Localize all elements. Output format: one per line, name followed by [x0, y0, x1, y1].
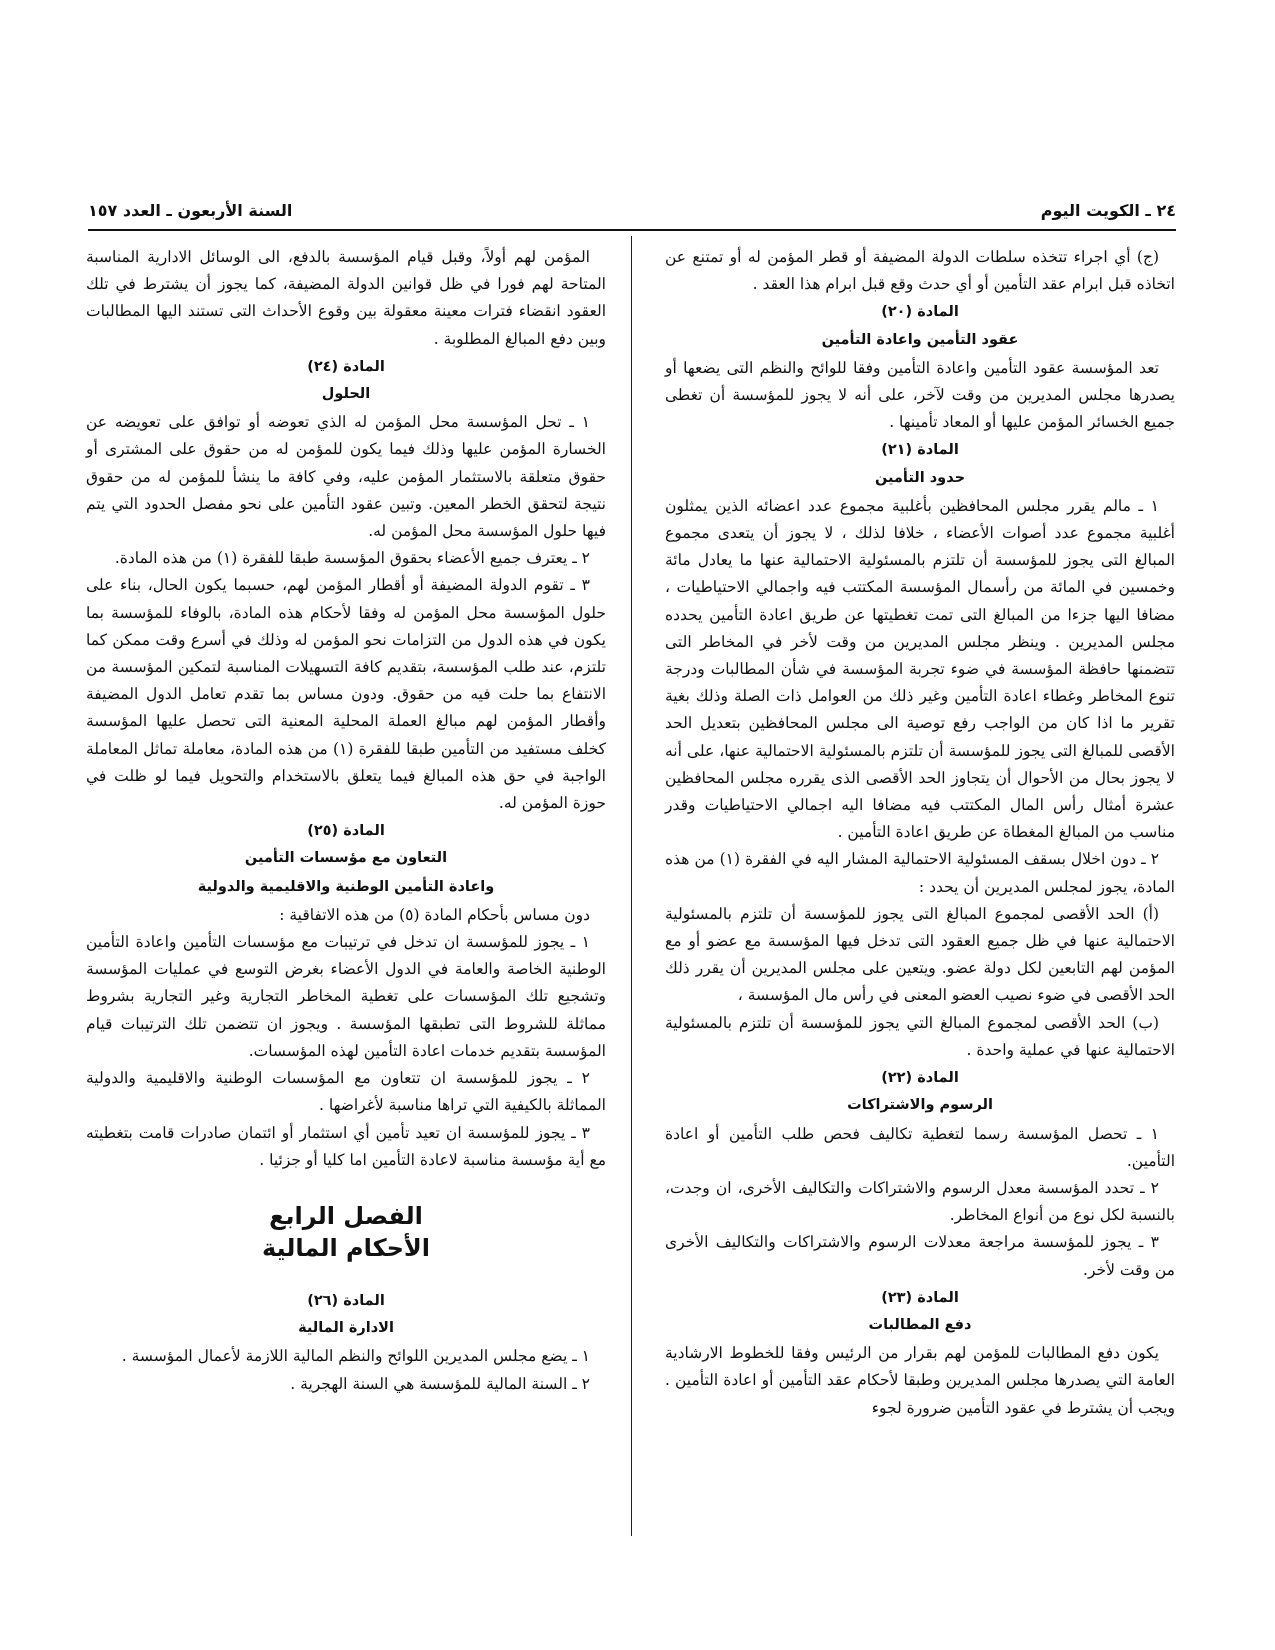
article-number: المادة (٢٤)	[307, 358, 385, 375]
column-divider	[631, 236, 632, 1536]
paragraph: المؤمن لهم أولاً، وقبل قيام المؤسسة بالدفع، الى الوسائل الادارية المناسبة المتاحة لهم فورا في ظل قوانين الدولة المضيفة، كما يجوز أن يشترط في تلك العقود انقضاء فترات معينة معقولة بين وقوع الأحداث التى تستند اليها المطالبات وبين دفع المبالغ المطلوبة .	[86, 248, 606, 348]
article-title: الحلول	[321, 386, 371, 403]
article-title: حدود التأمين	[874, 469, 966, 486]
paragraph: (ب) الحد الأقصى لمجموع المبالغ التي يجوز للمؤسسة أن تلتزم بالمسئولية الاحتمالية عنها في عملية واحدة .	[665, 1013, 1175, 1059]
paragraph: ٢ ـ تحدد المؤسسة معدل الرسوم والاشتراكات والتكاليف الأخرى، ان وجدت، بالنسبة لكل نوع من أنواع المخاطر.	[665, 1178, 1175, 1225]
chapter-heading	[86, 1200, 606, 1264]
left-column	[86, 244, 606, 1398]
chapter-heading-line: الأحكام المالية	[261, 1233, 430, 1262]
header-year-issue: السنة الأربعون ـ العدد ١٥٧	[88, 201, 293, 220]
paragraph: ٢ ـ السنة المالية للمؤسسة هي السنة الهجرية .	[290, 1374, 590, 1393]
page-header	[88, 201, 1176, 227]
article-title: واعادة التأمين الوطنية والاقليمية والدولية	[197, 878, 495, 895]
article-title: الادارة المالية	[298, 1320, 394, 1337]
article-title: دفع المطالبات	[868, 1316, 972, 1333]
paragraph: (أ) الحد الأقصى لمجموع المبالغ التى يجوز للمؤسسة أن تلتزم بالمسئولية الاحتمالية عنها في ظل جميع العقود التى تدخل فيها المؤسسة مع عضو أو مع المؤمن لهم التابعين لكل دولة عضو. ويتعين على مجلس المديرين أن يقرر ذلك الحد الأقصى في ضوء نصيب العضو المعنى في رأس مال المؤسسة ،	[665, 904, 1175, 1005]
article-number: المادة (٢٥)	[307, 823, 385, 840]
right-column	[665, 244, 1175, 1422]
article-title: التعاون مع مؤسسات التأمين	[244, 850, 448, 867]
article-title: الرسوم والاشتراكات	[847, 1097, 993, 1114]
paragraph: دون مساس بأحكام المادة (٥) من هذه الاتفاقية :	[279, 905, 590, 924]
paragraph: ٣ ـ يجوز للمؤسسة ان تعيد تأمين أي استثمار أو ائتمان صادرات قامت بتغطيته مع أية مؤسسة مناسبة لاعادة التأمين اما كليا أو جزئيا .	[86, 1123, 606, 1169]
article-number: المادة (٢٣)	[881, 1289, 959, 1306]
article-number: المادة (٢١)	[881, 442, 959, 459]
paragraph: تعد المؤسسة عقود التأمين واعادة التأمين وفقا للوائح والنظم التى يضعها أو يصدرها مجلس المديرين من وقت لآخر، على أنه لا يجوز للمؤسسة أن تغطى جميع الخسائر المؤمن عليها أو المعاد تأمينها .	[665, 358, 1175, 432]
chapter-heading-line: الفصل الرابع	[269, 1201, 423, 1230]
article-title: عقود التأمين واعادة التأمين	[821, 331, 1019, 348]
paragraph: ١ ـ مالم يقرر مجلس المحافظين بأغلبية مجموع عدد اعضائه الذين يمثلون أغلبية مجموع عدد أصوات الأعضاء ، خلافا لذلك ، لا يجوز أن يتعدى مجموع المبالغ التى يجوز للمؤسسة أن تلتزم بالمسئولية الاحتمالية عنها ما يعادل مائة وخمسين في المائة من رأسمال المؤسسة المكتتب فيه واجمالي الاحتياطيات ، مضافا اليها جزءا من المبالغ التى تمت تغطيتها عن طريق اعادة التأمين يحدده مجلس المديرين . وينظر مجلس المديرين من وقت لأخر في المخاطر التى تتضمنها حافظة المؤسسة في ضوء تجربة المؤسسة في شأن المطالبات ودرجة تنوع المخاطر وغطاء اعادة التأمين وغير ذلك من العوامل ذات الصلة وذلك بغية تقرير ما اذا كان من الواجب رفع توصية الى مجلس المحافظين بتعديل الحد الأقصى للمبالغ التى يجوز للمؤسسة أن تلتزم بالمسئولية الاحتمالية عنها، على أنه لا يجوز بحال من الأحوال أن يتجاوز الحد الأقصى الذى يقرره مجلس المحافظين عشرة أمثال رأس المال المكتتب فيه مضافا اليه اجمالي الاحتياطيات وقدر مناسب من المبالغ المغطاة عن طريق اعادة التأمين .	[665, 496, 1175, 842]
paragraph: ٣ ـ تقوم الدولة المضيفة أو أقطار المؤمن لهم، حسبما يكون الحال، بناء على حلول المؤسسة محل المؤمن له وفقا لأحكام هذه المادة، بالوفاء للمؤسسة بما يكون في هذه الدول من التزامات نحو المؤمن له وذلك في أسرع وقت ممكن كما تلتزم، عند طلب المؤسسة، بتقديم كافة التسهيلات المناسبة لتمكين المؤسسة من الانتفاع بما حلت فيه من حقوق. ودون مساس بما تقدم تعامل الدول المضيفة وأقطار المؤمن لهم مبالغ العملة المحلية المعنية التى تحصل عليها المؤسسة كخلف مستفيد من التأمين طبقا للفقرة (١) من هذه المادة، معاملة تماثل المعاملة الواجبة في حق هذه المبالغ فيما يتعلق بالاستخدام والتحويل فيما لو ظلت في حوزة المؤمن له.	[86, 576, 606, 813]
article-number: المادة (٢٦)	[307, 1292, 385, 1309]
paragraph: ١ ـ يجوز للمؤسسة ان تدخل في ترتيبات مع مؤسسات التأمين واعادة التأمين الوطنية الخاصة والعامة في الدول الأعضاء بغرض التوسع في عمليات المؤسسة وتشجيع تلك المؤسسات على تغطية المخاطر التجارية وغير التجارية بشروط مماثلة للشروط التى تطبقها المؤسسة . ويجوز ان تتضمن تلك الترتيبات قيام المؤسسة بتقديم خدمات اعادة التأمين لهذه المؤسسات.	[86, 933, 606, 1060]
paragraph: يكون دفع المطالبات للمؤمن لهم بقرار من الرئيس وفقا للخطوط الارشادية العامة التي يصدرها مجلس المديرين وطبقا لأحكام عقد التأمين أو اعادة التأمين . ويجب أن يشترط في عقود التأمين ضرورة لجوء	[665, 1344, 1175, 1417]
header-rule	[88, 229, 1176, 231]
article-number: المادة (٢٢)	[881, 1070, 959, 1087]
header-page-number-title: ٢٤ ـ الكويت اليوم	[1040, 201, 1176, 220]
paragraph: ٢ ـ يعترف جميع الأعضاء بحقوق المؤسسة طبقا للفقرة (١) من هذه المادة.	[114, 549, 590, 568]
paragraph: ٢ ـ يجوز للمؤسسة ان تتعاون مع المؤسسات الوطنية والاقليمية والدولية المماثلة بالكيفية التي تراها مناسبة لأغراضها .	[86, 1069, 606, 1115]
paragraph: ١ ـ يضع مجلس المديرين اللوائح والنظم المالية اللازمة لأعمال المؤسسة .	[121, 1347, 590, 1366]
paragraph: (ج) أي اجراء تتخذه سلطات الدولة المضيفة أو قطر المؤمن له أو تمتنع عن اتخاذه قبل ابرام عقد التأمين أو أي حدث وقع قبل ابرام هذا العقد .	[665, 248, 1175, 294]
paragraph: ١ ـ تحصل المؤسسة رسما لتغطية تكاليف فحص طلب التأمين أو اعادة التأمين.	[665, 1124, 1175, 1170]
paragraph: ٣ ـ يجوز للمؤسسة مراجعة معدلات الرسوم والاشتراكات والتكاليف الأخرى من وقت لأخر.	[665, 1233, 1175, 1279]
paragraph: ٢ ـ دون اخلال بسقف المسئولية الاحتمالية المشار اليه في الفقرة (١) من هذه المادة، يجوز لمجلس المديرين أن يحدد :	[665, 850, 1175, 896]
article-number: المادة (٢٠)	[881, 304, 959, 321]
paragraph: ١ ـ تحل المؤسسة محل المؤمن له الذي تعوضه أو توافق على تعويضه عن الخسارة المؤمن عليها وذلك فيما يكون للمؤمن له من حقوق على المشترى أو حقوق متعلقة بالاستثمار المؤمن عليه، وفي كافة ما ينشأ للمؤمن له من حقوق نتيجة لتحقق الخطر المعين. وتبين عقود التأمين على نحو مفصل الحدود التي يتم فيها حلول المؤسسة محل المؤمن له.	[86, 413, 606, 541]
